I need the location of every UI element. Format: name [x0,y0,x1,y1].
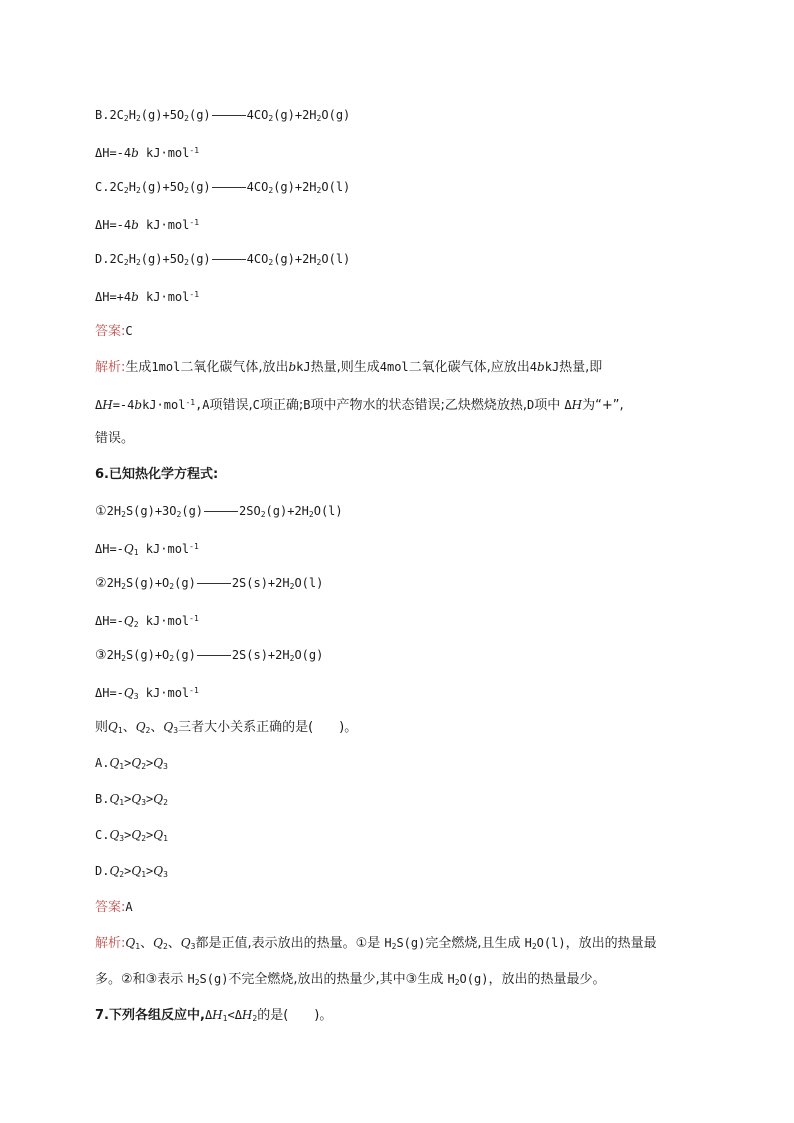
answer-6: 答案:A [95,900,133,915]
option-c-enthalpy: ΔH=-4b kJ·mol$^{-1}$ [95,218,200,232]
q6-option-c[interactable]: $C.Q_3>Q_2>Q_1$ [95,828,168,843]
question-6-title: 6.已知热化学方程式: [95,467,219,482]
q6-equation-2: $②2H_2S(g)+O_2(g)$ $2S(s)+2H_2O(l)$ [95,576,324,591]
option-b-equation: $B.2C_2H_2(g)+5O_2(g)$ $4CO_2(g)+2H_2O(g)$ [95,108,351,123]
answer-value: A [125,900,133,914]
option-c-equation: $C.2C_2H_2(g)+5O_2(g)$ $4CO_2(g)+2H_2O(l)$ [95,180,351,195]
q6-stem: 则$Q_1$、$Q_2$、$Q_3$三者大小关系正确的是( )。 [95,720,358,735]
reaction-arrow [212,187,246,188]
reaction-arrow [197,583,231,584]
question-7-title: 7.下列各组反应中$,\Delta H_1<\Delta H_2$的是( )。 [95,1008,333,1023]
analysis-5-line-3: 错误。 [95,431,135,446]
answer-label: 答案 [95,900,122,915]
reaction-arrow [197,655,231,656]
q6-enthalpy-1: $\Delta H=-Q_1$ kJ·mol$^{-1}$ [95,542,199,557]
answer-label: 答案 [95,324,122,339]
q6-enthalpy-2: $\Delta H=-Q_2$ kJ·mol$^{-1}$ [95,614,199,629]
q6-option-a[interactable]: $A.Q_1>Q_2>Q_3$ [95,756,168,771]
q6-option-b[interactable]: $B.Q_1>Q_3>Q_2$ [95,792,168,807]
q6-option-d[interactable]: $D.Q_2>Q_1>Q_3$ [95,864,168,879]
analysis-5-line-1: 解析:生成1mol二氧化碳气体,放出bkJ热量,则生成4mol二氧化碳气体,应放出4bkJ热量,即 [95,360,603,375]
analysis-6-line-1: 解析$:Q_1$、$Q_2$、$Q_3$都是正值,表示放出的热量。①是 $H_2S(g)$完全燃烧,且生成 $H_2O(l)$，放出的热量最 [95,936,657,951]
analysis-6-line-2: 多。②和③表示 $H_2S(g)$不完全燃烧,放出的热量少,其中③生成 $H_2O(g)$，放出的热量最少。 [95,972,606,987]
reaction-arrow [212,259,246,260]
option-d-enthalpy: ΔH=+4b kJ·mol$^{-1}$ [95,290,200,304]
analysis-5-line-2: ΔH=-4bkJ·mol$^{-1}$,A项错误,C项正确;B项中产物水的状态错误;乙炔燃烧放热,D项中 ΔH为“+”, [95,398,624,413]
q6-equation-3: $③2H_2S(g)+O_2(g)$ $2S(s)+2H_2O(g)$ [95,648,324,663]
q6-enthalpy-3: $\Delta H=-Q_3$ kJ·mol$^{-1}$ [95,686,199,701]
answer-value: C [125,324,133,338]
q6-equation-1: $①2H_2S(g)+3O_2(g)$ $2SO_2(g)+2H_2O(l)$ [95,504,343,519]
analysis-label: 解析 [95,936,122,951]
analysis-label: 解析 [95,360,122,375]
option-d-equation: $D.2C_2H_2(g)+5O_2(g)$ $4CO_2(g)+2H_2O(l)$ [95,252,351,267]
option-b-enthalpy: ΔH=-4b kJ·mol$^{-1}$ [95,146,200,160]
reaction-arrow [204,511,238,512]
answer-5: 答案:C [95,324,133,339]
reaction-arrow [212,115,246,116]
